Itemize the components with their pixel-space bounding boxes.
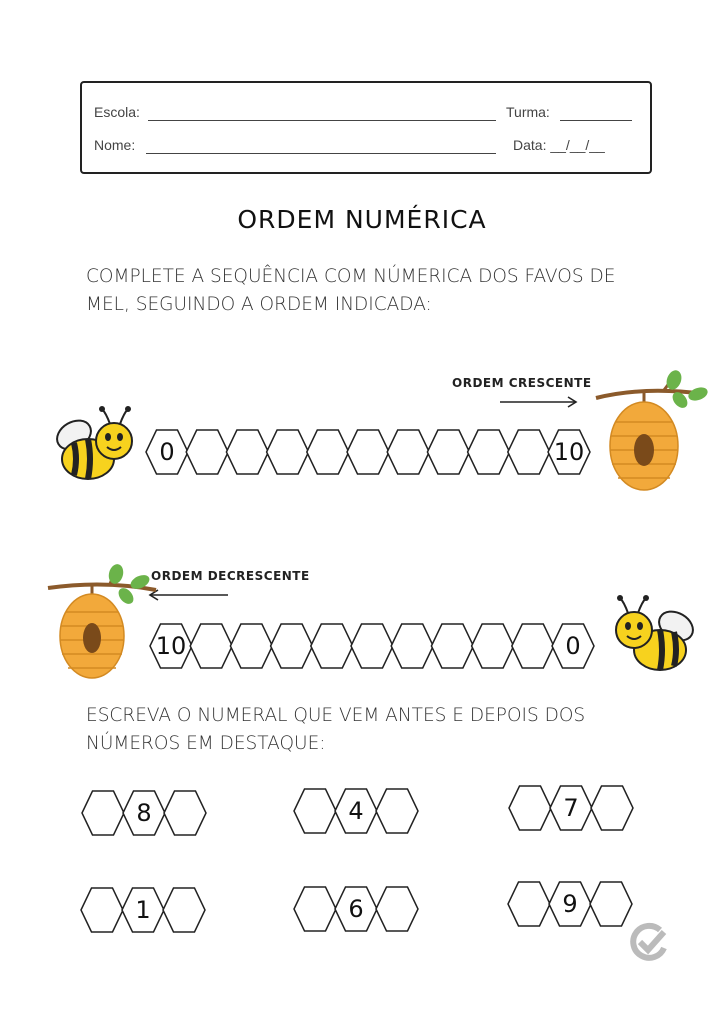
exercise-6 (294, 885, 420, 933)
beehive-right-icon (594, 372, 712, 497)
instruction-1-line-1: COMPLETE A SEQUÊNCIA COM NÚMERICA DOS FAVOS DE (86, 266, 616, 287)
honeycomb-cell[interactable] (472, 624, 514, 668)
highlighted-cell-number: 8 (136, 799, 152, 827)
before-cell[interactable] (81, 888, 123, 932)
highlighted-cell[interactable] (122, 888, 164, 932)
honeycomb-cell[interactable] (146, 430, 188, 474)
after-cell[interactable] (164, 791, 206, 835)
highlighted-cell[interactable] (550, 786, 592, 830)
honeycomb-cell-number: 10 (553, 438, 585, 466)
school-field[interactable] (148, 120, 496, 121)
bee-left-icon (52, 405, 142, 485)
honeycomb-cell[interactable] (512, 624, 554, 668)
honeycomb-cell[interactable] (391, 624, 433, 668)
honeycomb-cell[interactable] (431, 624, 473, 668)
after-cell[interactable] (376, 887, 418, 931)
honeycomb-cell[interactable] (271, 624, 313, 668)
honeycomb-cell[interactable] (186, 430, 228, 474)
before-cell[interactable] (508, 882, 550, 926)
before-cell[interactable] (294, 887, 336, 931)
beehive-left-icon (44, 566, 162, 691)
name-label: Nome: (94, 137, 136, 153)
highlighted-cell[interactable] (123, 791, 165, 835)
after-cell[interactable] (591, 786, 633, 830)
honeycomb-cell[interactable] (468, 430, 510, 474)
highlighted-cell-number: 7 (563, 794, 579, 822)
header-box (80, 81, 652, 174)
exercise-8 (82, 789, 208, 837)
before-cell[interactable] (294, 789, 336, 833)
page-title: ORDEM NUMÉRICA (237, 205, 487, 234)
before-cell[interactable] (509, 786, 551, 830)
honeycomb-cell-number: 0 (565, 632, 581, 660)
honeycomb-cell[interactable] (307, 430, 349, 474)
instruction-2 (86, 702, 646, 758)
date-label[interactable]: Data: __/__/__ (513, 137, 605, 153)
bee-right-icon (608, 594, 698, 674)
exercise-1 (81, 886, 207, 934)
instruction-1-line-2: MEL, SEGUINDO A ORDEM INDICADA: (86, 294, 432, 315)
honeycomb-cell[interactable] (190, 624, 232, 668)
honeycomb-cell[interactable] (230, 624, 272, 668)
honeycomb-cell[interactable] (552, 624, 594, 668)
honeycomb-row-descending (150, 622, 600, 672)
right-arrow-icon (498, 395, 588, 409)
honeycomb-cell[interactable] (267, 430, 309, 474)
honeycomb-cell[interactable] (548, 430, 590, 474)
instruction-2-line-2: NÚMEROS EM DESTAQUE: (86, 733, 326, 754)
name-field[interactable] (146, 153, 496, 154)
honeycomb-cell-number: 10 (155, 632, 187, 660)
ascending-label: ORDEM CRESCENTE (452, 376, 592, 390)
honeycomb-cell[interactable] (150, 624, 192, 668)
honeycomb-cell-number: 0 (159, 438, 175, 466)
honeycomb-cell[interactable] (351, 624, 393, 668)
exercise-4 (294, 787, 420, 835)
honeycomb-cell[interactable] (311, 624, 353, 668)
highlighted-cell-number: 1 (135, 896, 151, 924)
class-label: Turma: (506, 104, 550, 120)
honeycomb-cell[interactable] (387, 430, 429, 474)
brand-logo-icon (630, 922, 670, 962)
highlighted-cell[interactable] (335, 887, 377, 931)
before-cell[interactable] (82, 791, 124, 835)
instruction-2-line-1: ESCREVA O NUMERAL QUE VEM ANTES E DEPOIS DOS (86, 705, 586, 726)
honeycomb-row-ascending (146, 428, 596, 478)
descending-label: ORDEM DECRESCENTE (151, 569, 310, 583)
honeycomb-cell[interactable] (347, 430, 389, 474)
instruction-1 (86, 263, 646, 319)
honeycomb-cell[interactable] (226, 430, 268, 474)
highlighted-cell-number: 4 (348, 797, 364, 825)
school-label: Escola: (94, 104, 140, 120)
honeycomb-cell[interactable] (508, 430, 550, 474)
highlighted-cell[interactable] (335, 789, 377, 833)
exercise-7 (509, 784, 635, 832)
after-cell[interactable] (590, 882, 632, 926)
after-cell[interactable] (376, 789, 418, 833)
highlighted-cell-number: 9 (562, 890, 578, 918)
honeycomb-cell[interactable] (427, 430, 469, 474)
highlighted-cell-number: 6 (348, 895, 364, 923)
exercise-9 (508, 880, 634, 928)
highlighted-cell[interactable] (549, 882, 591, 926)
after-cell[interactable] (163, 888, 205, 932)
class-field[interactable] (560, 120, 632, 121)
